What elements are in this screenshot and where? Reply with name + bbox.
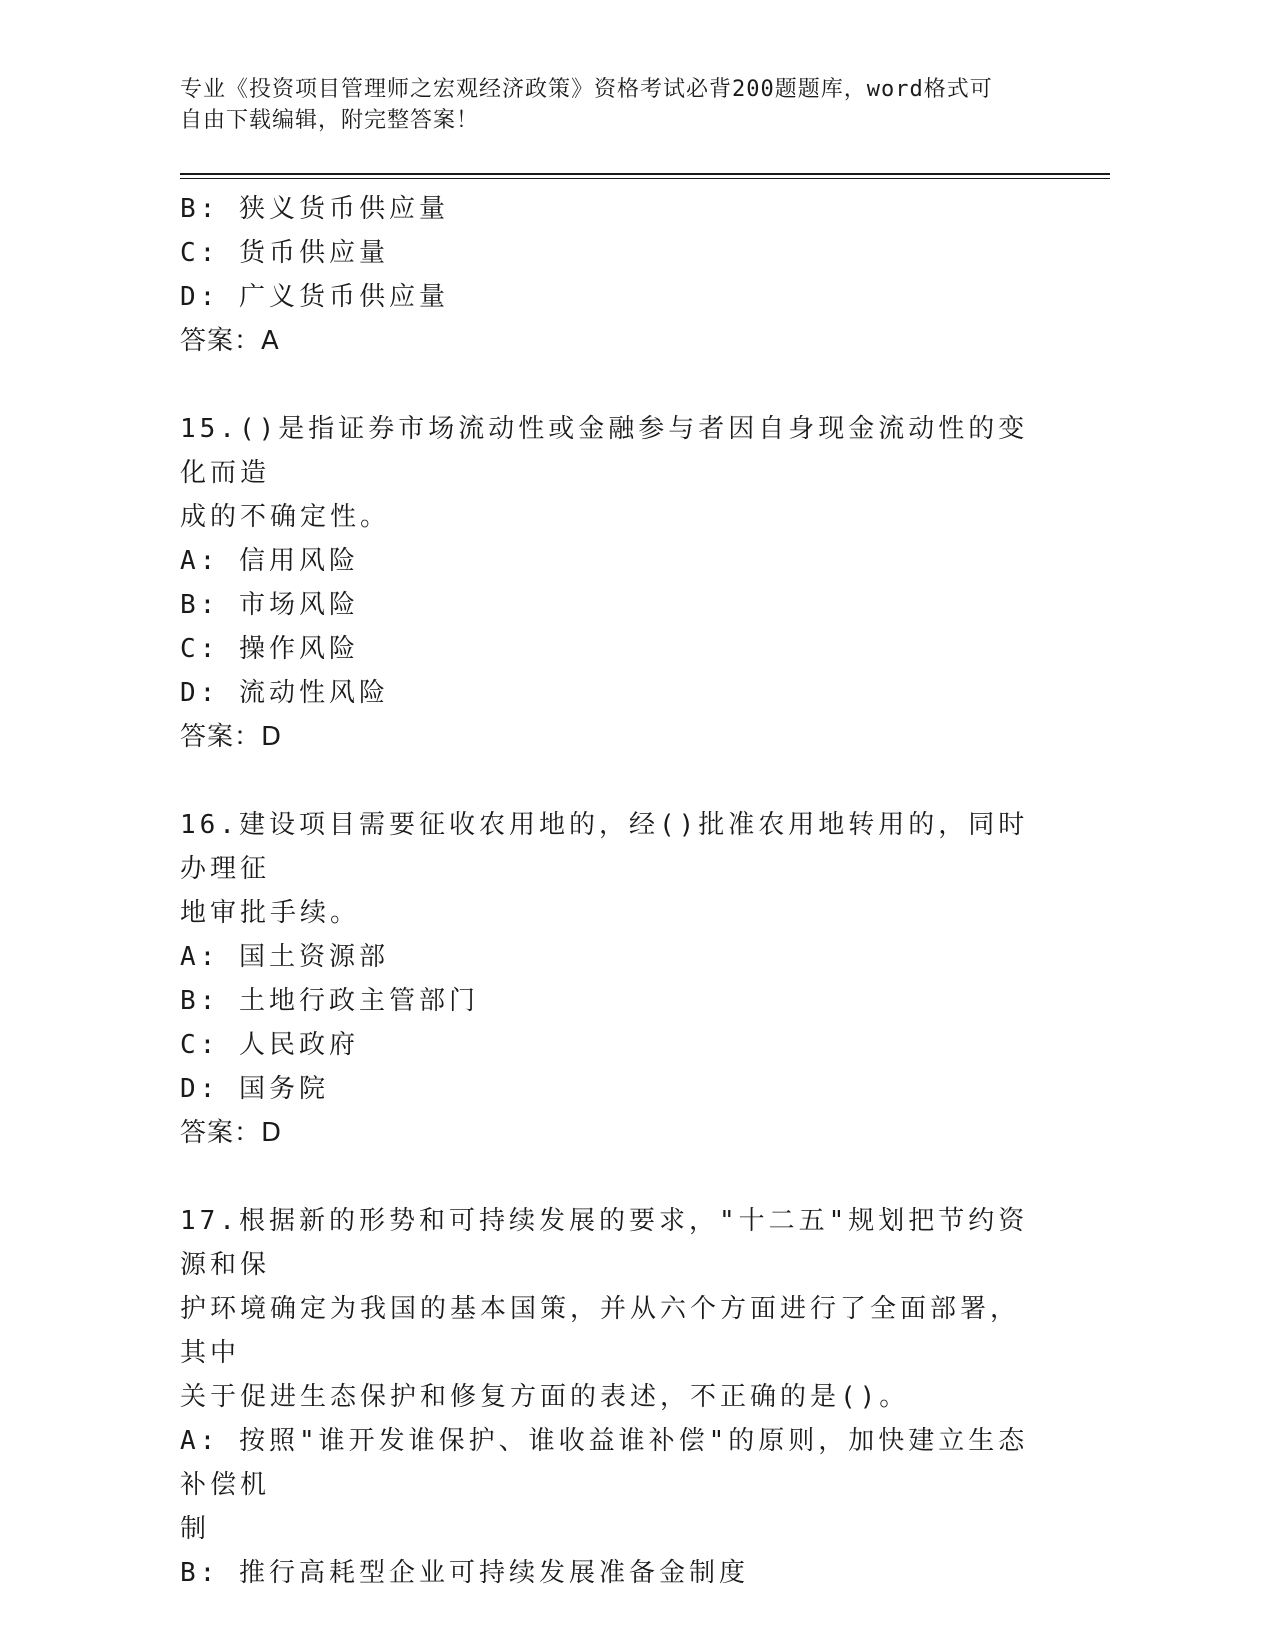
question-stem-line: 17.根据新的形势和可持续发展的要求，"十二五"规划把节约资源和保 bbox=[180, 1206, 1029, 1280]
document-body bbox=[180, 187, 1040, 1595]
answer: 答案：D bbox=[180, 722, 283, 752]
option-d: D: 广义货币供应量 bbox=[180, 282, 449, 312]
option-d: D: 国务院 bbox=[180, 1074, 329, 1104]
option-a: A: 按照"谁开发谁保护、谁收益谁补偿"的原则，加快建立生态补偿机 bbox=[180, 1426, 1029, 1500]
question-16 bbox=[180, 803, 1040, 1155]
header-rule-thick bbox=[180, 173, 1110, 175]
option-b: B: 土地行政主管部门 bbox=[180, 986, 479, 1016]
header-title-line-1: 专业《投资项目管理师之宏观经济政策》资格考试必背200题题库，word格式可 bbox=[180, 77, 993, 102]
option-a: A: 信用风险 bbox=[180, 546, 359, 576]
option-d: D: 流动性风险 bbox=[180, 678, 389, 708]
option-b: B: 狭义货币供应量 bbox=[180, 194, 449, 224]
question-stem-line: 15.()是指证券市场流动性或金融参与者因自身现金流动性的变化而造 bbox=[180, 414, 1029, 488]
question-stem-line: 地审批手续。 bbox=[180, 898, 361, 928]
header-rule-thin bbox=[180, 178, 1110, 179]
option-b: B: 市场风险 bbox=[180, 590, 359, 620]
answer: 答案：A bbox=[180, 326, 280, 356]
question-stem-line: 16.建设项目需要征收农用地的，经()批准农用地转用的，同时办理征 bbox=[180, 810, 1029, 884]
question-stem-line: 关于促进生态保护和修复方面的表述，不正确的是()。 bbox=[180, 1382, 910, 1412]
answer: 答案：D bbox=[180, 1118, 283, 1148]
question-15 bbox=[180, 407, 1040, 759]
option-b: B: 推行高耗型企业可持续发展准备金制度 bbox=[180, 1558, 749, 1588]
question-stem-line: 成的不确定性。 bbox=[180, 502, 391, 532]
question-stem-line: 护环境确定为我国的基本国策，并从六个方面进行了全面部署，其中 bbox=[180, 1294, 1021, 1368]
option-c: C: 人民政府 bbox=[180, 1030, 359, 1060]
option-c: C: 货币供应量 bbox=[180, 238, 389, 268]
header-title-line-2: 自由下载编辑，附完整答案！ bbox=[180, 108, 480, 133]
document-page bbox=[180, 0, 1110, 1650]
option-a: A: 国土资源部 bbox=[180, 942, 389, 972]
option-a-continued: 制 bbox=[180, 1514, 211, 1544]
question-17 bbox=[180, 1199, 1040, 1595]
option-c: C: 操作风险 bbox=[180, 634, 359, 664]
question-14-continued bbox=[180, 187, 1040, 363]
document-header bbox=[180, 74, 1040, 136]
